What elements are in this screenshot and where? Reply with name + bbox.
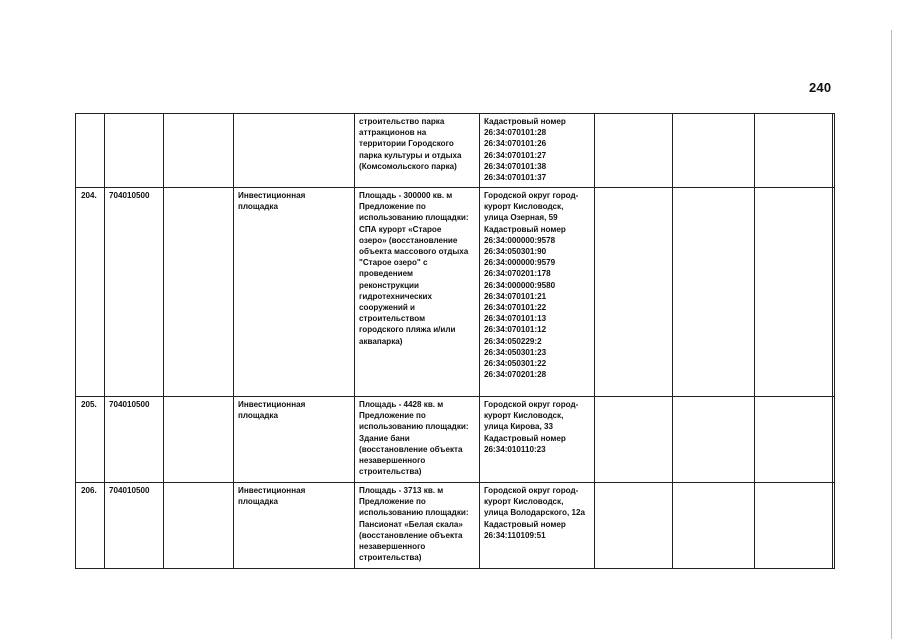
empty-cell-col8 [673, 188, 755, 397]
description-cell: строительство парка аттракционов на территории Городского парка культуры и отдыха (Комсомольского парка) [355, 114, 480, 188]
description-cell: Площадь - 300000 кв. м Предложение по использованию площадки: СПА курорт «Старое озеро» (восстановление объекта массового отдыха "Старое озеро" с проведением реконструкции гидротехнических сооружений и строительством городского пляжа и/или аквапарка) [355, 188, 480, 397]
location-cell: Кадастровый номер 26:34:070101:28 26:34:070101:26 26:34:070101:27 26:34:070101:38 26:34:070101:37 [480, 114, 595, 188]
empty-cell-col10 [833, 114, 835, 188]
code-cell: 704010500 [105, 397, 164, 483]
location-cell: Городской округ город- курорт Кисловодск, улица Озерная, 59 Кадастровый номер 26:34:000000:9578 26:34:050301:90 26:34:000000:9579 26:34:070201:178 26:34:000000:9580 26:34:070101:21 26:34:070101:22 26:34:070101:13 26:34:070101:12 26:34:050229:2 26:34:050301:23 26:34:050301:22 26:34:070201:28 [480, 188, 595, 397]
empty-cell-col7 [595, 114, 673, 188]
location-cell: Городской округ город- курорт Кисловодск, улица Володарского, 12а Кадастровый номер 26:34:110109:51 [480, 483, 595, 569]
page-edge-divider [891, 30, 892, 639]
empty-cell-col10 [833, 397, 835, 483]
empty-cell-col9 [755, 114, 833, 188]
type-cell: Инвестиционная площадка [234, 483, 355, 569]
code-cell: 704010500 [105, 483, 164, 569]
type-cell: Инвестиционная площадка [234, 397, 355, 483]
empty-cell-col9 [755, 397, 833, 483]
empty-cell-col8 [673, 397, 755, 483]
row-number-cell: 204. [76, 188, 105, 397]
row-number-cell: 205. [76, 397, 105, 483]
code-cell [105, 114, 164, 188]
empty-cell-col3 [164, 397, 234, 483]
empty-cell-col10 [833, 188, 835, 397]
type-cell: Инвестиционная площадка [234, 188, 355, 397]
registry-table [75, 113, 835, 569]
empty-cell-col7 [595, 397, 673, 483]
empty-cell-col3 [164, 188, 234, 397]
row-number-cell: 206. [76, 483, 105, 569]
empty-cell-col9 [755, 188, 833, 397]
table-row-continuation [76, 114, 835, 188]
empty-cell-col7 [595, 188, 673, 397]
page-number: 240 [809, 80, 832, 95]
empty-cell-col3 [164, 483, 234, 569]
empty-cell-col8 [673, 114, 755, 188]
table-row-206 [76, 483, 835, 569]
code-cell: 704010500 [105, 188, 164, 397]
table-row-204 [76, 188, 835, 397]
type-cell [234, 114, 355, 188]
description-cell: Площадь - 3713 кв. м Предложение по использованию площадки: Пансионат «Белая скала» (восстановление объекта незавершенного строительства) [355, 483, 480, 569]
table-row-205 [76, 397, 835, 483]
location-cell: Городской округ город- курорт Кисловодск, улица Кирова, 33 Кадастровый номер 26:34:010110:23 [480, 397, 595, 483]
empty-cell-col7 [595, 483, 673, 569]
empty-cell-col8 [673, 483, 755, 569]
row-number-cell [76, 114, 105, 188]
empty-cell-col10 [833, 483, 835, 569]
empty-cell-col9 [755, 483, 833, 569]
description-cell: Площадь - 4428 кв. м Предложение по использованию площадки: Здание бани (восстановление объекта незавершенного строительства) [355, 397, 480, 483]
empty-cell-col3 [164, 114, 234, 188]
